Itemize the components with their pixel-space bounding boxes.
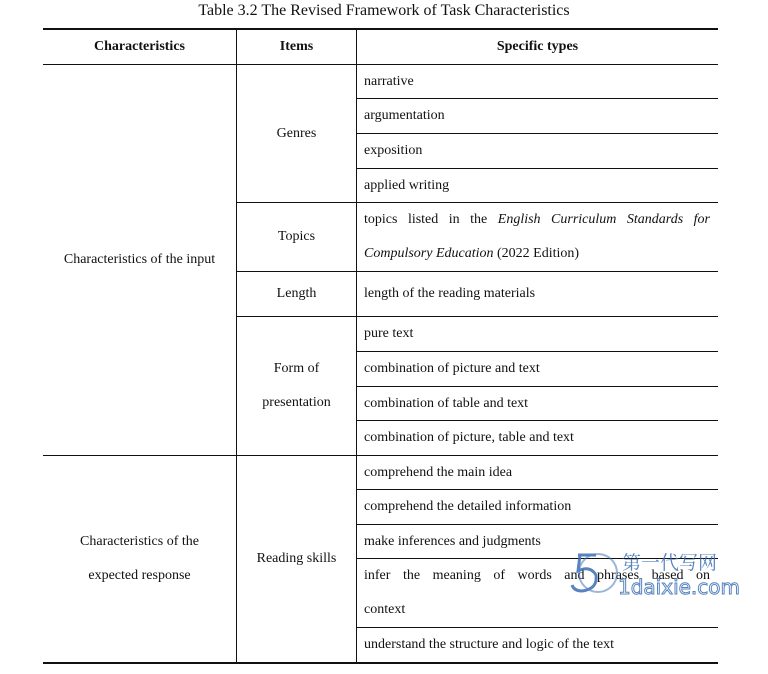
type-picture-table-text: combination of picture, table and text (364, 430, 574, 445)
bottom-rule (43, 662, 718, 664)
topics-line1: topics listed in the English Curriculum Standards for (364, 212, 710, 227)
task-characteristics-table (43, 28, 718, 664)
type-narrative: narrative (364, 74, 414, 89)
item-form-of-presentation (237, 317, 356, 455)
word-meaning-line2: context (364, 602, 406, 617)
item-genres: Genres (276, 125, 317, 141)
type-picture-text: combination of picture and text (364, 361, 540, 376)
type-topics (357, 203, 718, 271)
type-detailed-information: comprehend the detailed information (364, 499, 572, 514)
type-applied-writing: applied writing (364, 178, 450, 193)
item-reading-skills: Reading skills (256, 551, 337, 566)
type-pure-text: pure text (364, 326, 414, 341)
type-inferences: make inferences and judgments (364, 534, 541, 549)
item-topics: Topics (277, 229, 316, 244)
type-argumentation: argumentation (364, 108, 445, 123)
characteristics-input: Characteristics of the input (63, 252, 216, 267)
watermark-cn-text: 第一代写网 (622, 552, 718, 574)
item-length: Length (276, 286, 317, 301)
type-word-meaning (357, 559, 718, 627)
word-meaning-line1: infer the meaning of words and phrases based on (364, 568, 710, 583)
watermark-en-text: 1daixie.com (618, 575, 741, 599)
type-table-text: combination of table and text (364, 396, 529, 411)
header-specific-types: Specific types (496, 39, 579, 54)
item-form-line1: Form of (273, 361, 320, 376)
item-form-line2: presentation (262, 395, 331, 410)
table-caption: Table 3.2 The Revised Framework of Task Characteristics (198, 2, 570, 19)
type-exposition: exposition (364, 143, 423, 158)
type-structure-logic: understand the structure and logic of the text (364, 637, 614, 652)
characteristics-response (43, 456, 236, 662)
type-length: length of the reading materials (364, 286, 536, 301)
header-items: Items (279, 39, 314, 54)
characteristics-response-line2: expected response (88, 568, 191, 583)
characteristics-response-line1: Characteristics of the (80, 534, 199, 549)
topics-line2: Compulsory Education (2022 Edition) (364, 246, 580, 261)
type-main-idea: comprehend the main idea (364, 465, 513, 480)
header-characteristics: Characteristics (94, 39, 185, 54)
